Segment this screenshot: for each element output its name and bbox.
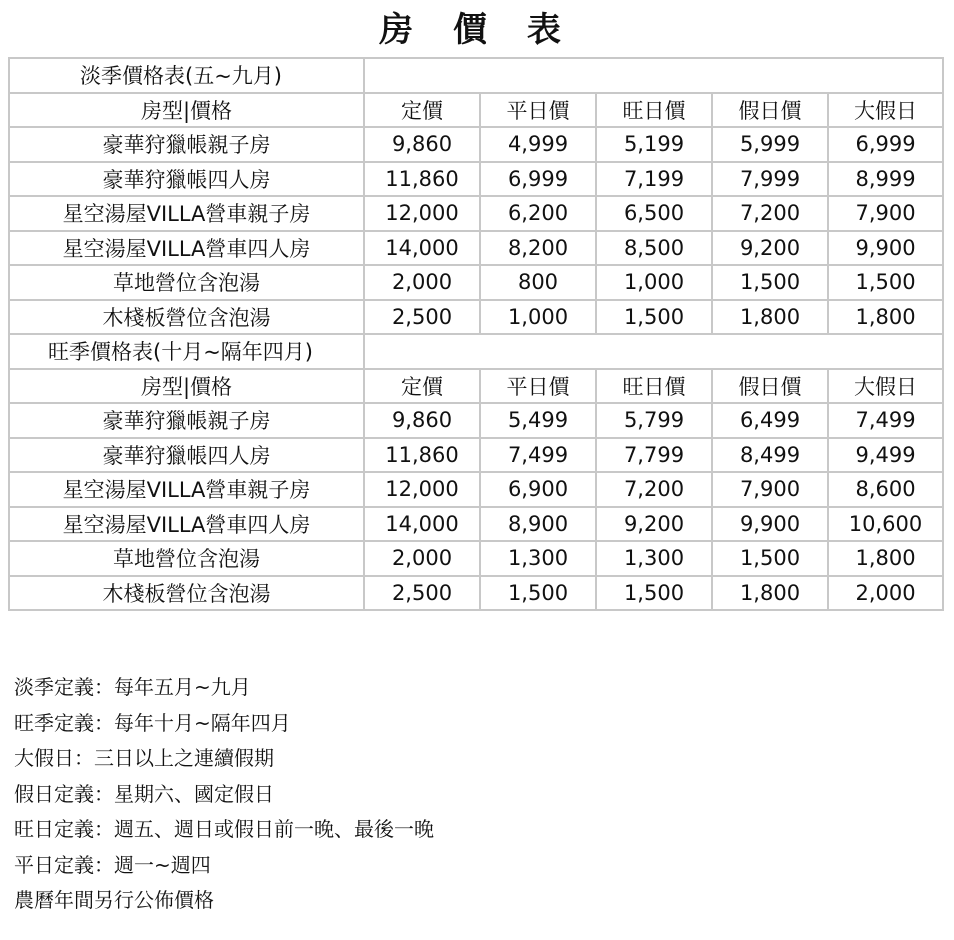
price-cell: 7,199 (596, 162, 712, 197)
price-cell: 5,199 (596, 127, 712, 162)
price-cell: 1,300 (596, 541, 712, 576)
price-cell: 7,900 (712, 472, 828, 507)
room-type-cell: 星空湯屋VILLA營車四人房 (9, 231, 364, 266)
price-cell: 8,600 (828, 472, 943, 507)
room-type-cell: 星空湯屋VILLA營車四人房 (9, 507, 364, 542)
price-cell: 7,499 (828, 403, 943, 438)
price-table (8, 57, 944, 611)
section-title-blank (364, 334, 943, 369)
price-cell: 1,800 (828, 300, 943, 335)
price-cell: 8,999 (828, 162, 943, 197)
price-cell: 8,500 (596, 231, 712, 266)
price-cell: 5,499 (480, 403, 596, 438)
header-busy-price: 旺日價 (596, 93, 712, 128)
price-cell: 14,000 (364, 231, 480, 266)
section-title: 旺季價格表(十月~隔年四月) (9, 334, 364, 369)
price-cell: 8,499 (712, 438, 828, 473)
price-cell: 9,499 (828, 438, 943, 473)
price-cell: 7,200 (596, 472, 712, 507)
price-cell: 8,900 (480, 507, 596, 542)
price-cell: 1,500 (712, 265, 828, 300)
price-cell: 9,200 (596, 507, 712, 542)
header-weekday-price: 平日價 (480, 93, 596, 128)
table-row (9, 541, 943, 576)
price-cell: 1,500 (596, 300, 712, 335)
price-cell: 1,800 (712, 576, 828, 611)
table-row (9, 196, 943, 231)
price-cell: 5,799 (596, 403, 712, 438)
price-cell: 1,000 (480, 300, 596, 335)
header-long-holiday-price: 大假日 (828, 369, 943, 404)
note-peak-season: 旺季定義：每年十月~隔年四月 (14, 710, 291, 735)
notes-section (14, 670, 914, 919)
header-room-type: 房型|價格 (9, 369, 364, 404)
table-row (9, 472, 943, 507)
table-row (9, 507, 943, 542)
room-type-cell: 豪華狩獵帳四人房 (9, 162, 364, 197)
table-row (9, 127, 943, 162)
header-list-price: 定價 (364, 369, 480, 404)
price-cell: 7,799 (596, 438, 712, 473)
room-type-cell: 星空湯屋VILLA營車親子房 (9, 472, 364, 507)
price-cell: 2,000 (364, 265, 480, 300)
table-row (9, 576, 943, 611)
note-busy-day: 旺日定義：週五、週日或假日前一晚、最後一晚 (14, 817, 434, 841)
table-row (9, 438, 943, 473)
price-cell: 1,800 (712, 300, 828, 335)
price-cell: 12,000 (364, 472, 480, 507)
price-cell: 2,500 (364, 300, 480, 335)
section-title-row (9, 334, 943, 369)
price-cell: 11,860 (364, 438, 480, 473)
table-row (9, 403, 943, 438)
price-cell: 1,500 (712, 541, 828, 576)
room-type-cell: 草地營位含泡湯 (9, 265, 364, 300)
room-type-cell: 豪華狩獵帳親子房 (9, 127, 364, 162)
header-weekday-price: 平日價 (480, 369, 596, 404)
room-type-cell: 草地營位含泡湯 (9, 541, 364, 576)
price-cell: 2,000 (828, 576, 943, 611)
header-list-price: 定價 (364, 93, 480, 128)
price-cell: 9,860 (364, 127, 480, 162)
note-lunar-new-year: 農曆年間另行公佈價格 (14, 888, 214, 912)
price-cell: 6,499 (712, 403, 828, 438)
section-title: 淡季價格表(五~九月) (9, 58, 364, 93)
price-cell: 7,200 (712, 196, 828, 231)
price-cell: 10,600 (828, 507, 943, 542)
table-row (9, 162, 943, 197)
table-header-row (9, 93, 943, 128)
price-cell: 9,900 (828, 231, 943, 266)
price-cell: 8,200 (480, 231, 596, 266)
price-cell: 800 (480, 265, 596, 300)
header-holiday-price: 假日價 (712, 369, 828, 404)
header-busy-price: 旺日價 (596, 369, 712, 404)
price-cell: 7,499 (480, 438, 596, 473)
section-title-blank (364, 58, 943, 93)
price-cell: 12,000 (364, 196, 480, 231)
note-off-season: 淡季定義：每年五月~九月 (14, 675, 251, 699)
room-type-cell: 豪華狩獵帳四人房 (9, 438, 364, 473)
table-header-row (9, 369, 943, 404)
note-long-holiday: 大假日：三日以上之連續假期 (14, 746, 274, 770)
room-type-cell: 木棧板營位含泡湯 (9, 300, 364, 335)
room-type-cell: 木棧板營位含泡湯 (9, 576, 364, 611)
price-cell: 1,300 (480, 541, 596, 576)
price-cell: 7,900 (828, 196, 943, 231)
note-weekday: 平日定義：週一~週四 (14, 852, 211, 877)
table-row (9, 265, 943, 300)
price-table-body (9, 58, 943, 610)
price-cell: 11,860 (364, 162, 480, 197)
price-cell: 9,860 (364, 403, 480, 438)
price-cell: 1,000 (596, 265, 712, 300)
price-cell: 2,500 (364, 576, 480, 611)
table-row (9, 300, 943, 335)
room-type-cell: 星空湯屋VILLA營車親子房 (9, 196, 364, 231)
page-title: 房 價 表 (379, 10, 575, 50)
price-cell: 9,900 (712, 507, 828, 542)
price-cell: 14,000 (364, 507, 480, 542)
section-title-row (9, 58, 943, 93)
price-cell: 6,999 (828, 127, 943, 162)
note-holiday: 假日定義：星期六、國定假日 (14, 781, 274, 806)
price-cell: 7,999 (712, 162, 828, 197)
price-cell: 6,900 (480, 472, 596, 507)
price-cell: 9,200 (712, 231, 828, 266)
price-cell: 1,500 (480, 576, 596, 611)
price-cell: 6,200 (480, 196, 596, 231)
price-cell: 6,500 (596, 196, 712, 231)
price-cell: 1,800 (828, 541, 943, 576)
header-room-type: 房型|價格 (9, 93, 364, 128)
price-cell: 4,999 (480, 127, 596, 162)
table-row (9, 231, 943, 266)
price-cell: 1,500 (596, 576, 712, 611)
header-holiday-price: 假日價 (712, 93, 828, 128)
header-long-holiday-price: 大假日 (828, 93, 943, 128)
price-cell: 2,000 (364, 541, 480, 576)
price-cell: 6,999 (480, 162, 596, 197)
price-cell: 1,500 (828, 265, 943, 300)
room-type-cell: 豪華狩獵帳親子房 (9, 403, 364, 438)
price-cell: 5,999 (712, 127, 828, 162)
